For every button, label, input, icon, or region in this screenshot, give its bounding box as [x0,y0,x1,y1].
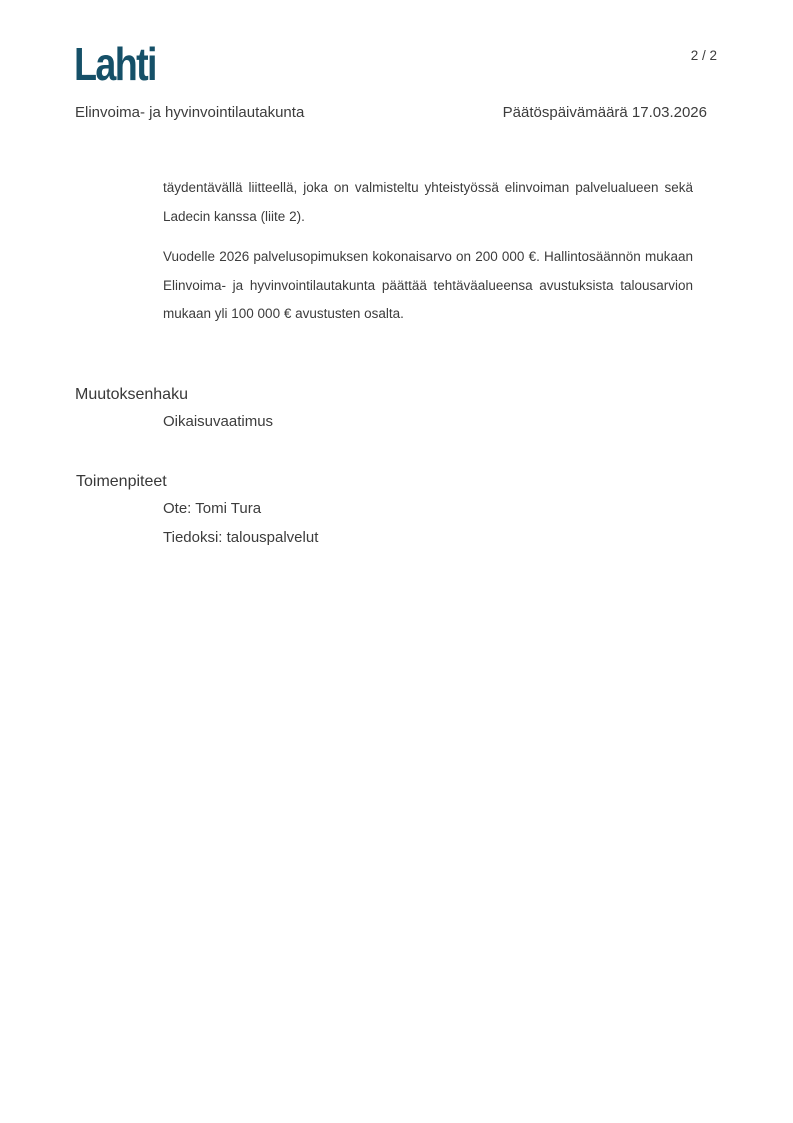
body-paragraph: Vuodelle 2026 palvelusopimuksen kokonaisarvo on 200 000 €. Hallintosäännön mukaan Elinvoima- ja hyvinvointilautakunta päättää tehtäväalueensa avustuksista talousarvion mukaan yli 100 000 € avustusten osalta. [163,249,693,321]
section-heading-toimenpiteet: Toimenpiteet [76,473,167,490]
extract-recipient-item: Ote: Tomi Tura [163,500,262,517]
page-number: 2 / 2 [690,48,717,63]
notification-recipient-item: Tiedoksi: talouspalvelut [163,529,319,546]
decision-body-text [163,174,693,329]
committee-name: Elinvoima- ja hyvinvointilautakunta [75,104,305,121]
section-heading-muutoksenhaku: Muutoksenhaku [75,386,188,403]
appeal-method-item: Oikaisuvaatimus [163,413,274,430]
document-header [75,104,707,121]
decision-date: Päätöspäivämäärä 17.03.2026 [502,104,707,121]
lahti-logo: Lahti [74,38,156,90]
body-paragraph: täydentävällä liitteellä, joka on valmisteltu yhteistyössä elinvoiman palvelualueen sekä Ladecin kanssa (liite 2). [163,180,693,224]
